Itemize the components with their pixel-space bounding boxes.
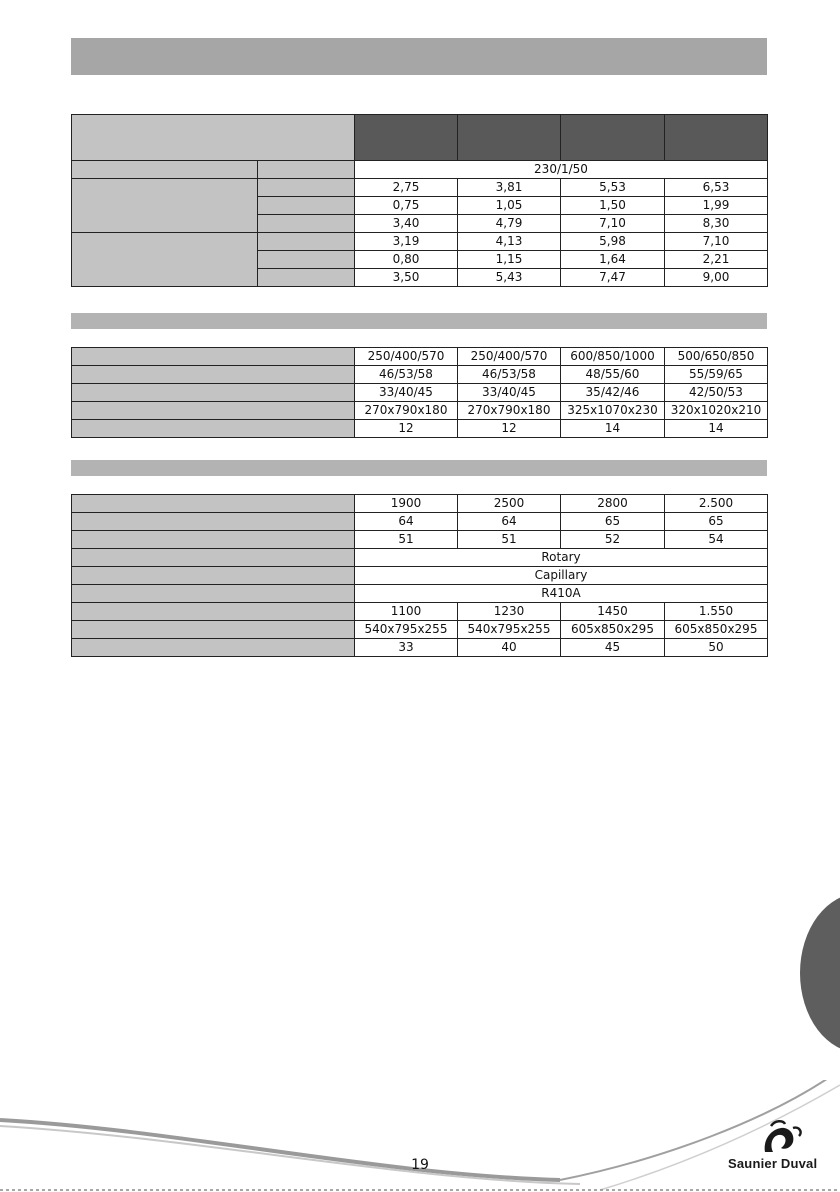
- cell: 1,99: [665, 197, 768, 215]
- compressor-value: Rotary: [355, 549, 768, 567]
- cell: 9,00: [665, 269, 768, 287]
- cell: 1,05: [458, 197, 561, 215]
- indoor-section-bar: [71, 313, 767, 329]
- cell: 33: [355, 639, 458, 657]
- cell: 64: [458, 513, 561, 531]
- cell: 540x795x255: [458, 621, 561, 639]
- expansion-value: Capillary: [355, 567, 768, 585]
- cell: 4,13: [458, 233, 561, 251]
- row-label: [72, 513, 355, 531]
- cell: 1,15: [458, 251, 561, 269]
- cell: 1230: [458, 603, 561, 621]
- cell: 4,79: [458, 215, 561, 233]
- group-label: [72, 179, 258, 233]
- cell: 270x790x180: [355, 402, 458, 420]
- brand-logo-icon: [757, 1118, 807, 1158]
- row-label: [72, 621, 355, 639]
- power-supply-value: 230/1/50: [355, 161, 768, 179]
- cell: 46/53/58: [355, 366, 458, 384]
- row-label: [72, 495, 355, 513]
- cell: 65: [665, 513, 768, 531]
- cell: 325x1070x230: [561, 402, 665, 420]
- cell: 54: [665, 531, 768, 549]
- row-unit: [258, 197, 355, 215]
- cell: 14: [665, 420, 768, 438]
- cell: 1450: [561, 603, 665, 621]
- cell: 7,10: [665, 233, 768, 251]
- cell: 52: [561, 531, 665, 549]
- cell: 1,50: [561, 197, 665, 215]
- cell: 12: [458, 420, 561, 438]
- cell: 51: [458, 531, 561, 549]
- cell: 3,19: [355, 233, 458, 251]
- cell: 605x850x295: [561, 621, 665, 639]
- refrigerant-value: R410A: [355, 585, 768, 603]
- header-label-cell: [72, 115, 355, 161]
- row-label: [72, 585, 355, 603]
- electrical-table: [71, 114, 768, 287]
- cell: 600/850/1000: [561, 348, 665, 366]
- cell: 50: [665, 639, 768, 657]
- cell: 46/53/58: [458, 366, 561, 384]
- cell: 270x790x180: [458, 402, 561, 420]
- cell: 7,10: [561, 215, 665, 233]
- cell: 12: [355, 420, 458, 438]
- cell: 3,50: [355, 269, 458, 287]
- row-unit: [258, 269, 355, 287]
- page-title-bar: [71, 38, 767, 75]
- model-header-4: [665, 115, 768, 161]
- cell: 0,75: [355, 197, 458, 215]
- cell: 64: [355, 513, 458, 531]
- cell: 320x1020x210: [665, 402, 768, 420]
- row-label: [72, 603, 355, 621]
- row-unit: [258, 251, 355, 269]
- cell: 2500: [458, 495, 561, 513]
- cell: 250/400/570: [355, 348, 458, 366]
- cell: 2,21: [665, 251, 768, 269]
- row-unit: [258, 233, 355, 251]
- model-header-3: [561, 115, 665, 161]
- cell: 65: [561, 513, 665, 531]
- cell: 1900: [355, 495, 458, 513]
- decorative-swoosh: [0, 1080, 840, 1192]
- page-number: 19: [411, 1157, 429, 1173]
- cell: 250/400/570: [458, 348, 561, 366]
- row-label: [72, 420, 355, 438]
- row-label: [72, 549, 355, 567]
- cell: 540x795x255: [355, 621, 458, 639]
- row-label: [72, 366, 355, 384]
- cell: 500/650/850: [665, 348, 768, 366]
- cell: 5,98: [561, 233, 665, 251]
- cell: 2800: [561, 495, 665, 513]
- cell: 35/42/46: [561, 384, 665, 402]
- row-unit: [258, 161, 355, 179]
- row-label: [72, 402, 355, 420]
- outdoor-table: [71, 494, 768, 657]
- cell: 48/55/60: [561, 366, 665, 384]
- cell: 1100: [355, 603, 458, 621]
- row-label: [72, 384, 355, 402]
- cell: 42/50/53: [665, 384, 768, 402]
- row-label: [72, 639, 355, 657]
- cell: 33/40/45: [355, 384, 458, 402]
- cell: 51: [355, 531, 458, 549]
- model-header-1: [355, 115, 458, 161]
- cell: 1.550: [665, 603, 768, 621]
- cell: 55/59/65: [665, 366, 768, 384]
- cell: 5,43: [458, 269, 561, 287]
- cell: 2.500: [665, 495, 768, 513]
- cell: 5,53: [561, 179, 665, 197]
- brand-name: Saunier Duval: [728, 1156, 818, 1171]
- chapter-tab: [800, 893, 840, 1053]
- cell: 1,64: [561, 251, 665, 269]
- group-label: [72, 233, 258, 287]
- cell: 8,30: [665, 215, 768, 233]
- cell: 3,81: [458, 179, 561, 197]
- indoor-table: [71, 347, 768, 438]
- outdoor-section-bar: [71, 460, 767, 476]
- row-label: [72, 348, 355, 366]
- model-header-2: [458, 115, 561, 161]
- cell: 14: [561, 420, 665, 438]
- cell: 0,80: [355, 251, 458, 269]
- cell: 6,53: [665, 179, 768, 197]
- row-label: [72, 567, 355, 585]
- cell: 2,75: [355, 179, 458, 197]
- cell: 40: [458, 639, 561, 657]
- row-label: [72, 161, 258, 179]
- cell: 7,47: [561, 269, 665, 287]
- row-label: [72, 531, 355, 549]
- cell: 33/40/45: [458, 384, 561, 402]
- row-unit: [258, 215, 355, 233]
- row-unit: [258, 179, 355, 197]
- cell: 45: [561, 639, 665, 657]
- cell: 605x850x295: [665, 621, 768, 639]
- cell: 3,40: [355, 215, 458, 233]
